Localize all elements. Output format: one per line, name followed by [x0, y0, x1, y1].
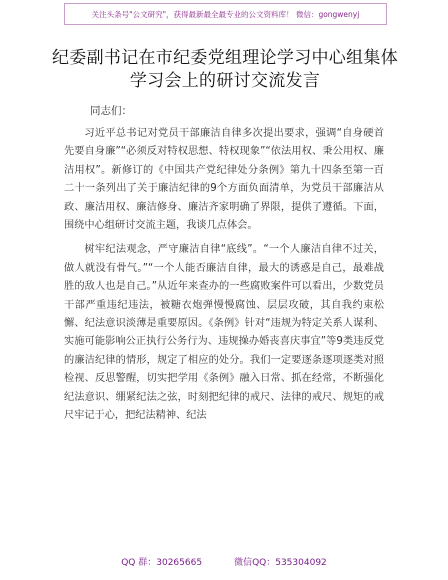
salutation: 同志们： [90, 105, 132, 117]
promo-banner: 关注头条号"公文研究"，获得最新最全最专业的公文资料库！ 微信：gongwenyj [64, 3, 387, 25]
qq-contact-text: 微信QQ：535304092 [234, 558, 327, 568]
document-body [64, 125, 384, 426]
document-title [40, 47, 410, 93]
qq-group-text: QQ 群：30265665 [121, 558, 203, 568]
page-footer [0, 555, 448, 568]
title-line-2: 学习会上的研讨交流发言 [129, 71, 321, 91]
title-line-1: 纪委副书记在市纪委党组理论学习中心组集体 [52, 48, 398, 68]
paragraph-1: 习近平总书记对党员干部廉洁自律多次提出要求，强调“自身硬首先要自身廉”“必须反对特权思想、特权现象”“依法用权、秉公用权、廉洁用权”。新修订的《中国共产党纪律处分条例》第九十四条至第一百二十一条列出了关于廉洁纪律的9个方面负面清单，为党员干部廉洁从政、廉洁用权、廉洁修身、廉洁齐家明确了界限，提供了遵循。下面，围绕中心组研讨交流主题，我谈几点体会。 [64, 128, 384, 232]
paragraph-2: 树牢纪法观念，严守廉洁自律“底线”。“一个人廉洁自律不过关，做人就没有骨气。”“一个人能否廉洁自律，最大的诱惑是自己，最难战胜的敌人也是自己。”从近年来查办的一些腐败案件可以看出，少数党员干部严重违纪违法，被糖衣炮弹慢慢腐蚀、层层攻破，其自我约束松懈、纪法意识淡薄是重要原因。《条例》针对“违规为特定关系人谋利、实施可能影响公正执行公务行为、违规操办婚丧喜庆事宜”等9类违反党的廉洁纪律的情形，规定了相应的处分。我们一定要逐条逐项逐类对照检视、反思警醒，切实把学用《条例》融入日常、抓在经常，不断强化纪法意识、绷紧纪法之弦，时刻把纪律的戒尺、法律的戒尺、规矩的戒尺牢记于心，把纪法精神、纪法 [64, 244, 384, 422]
